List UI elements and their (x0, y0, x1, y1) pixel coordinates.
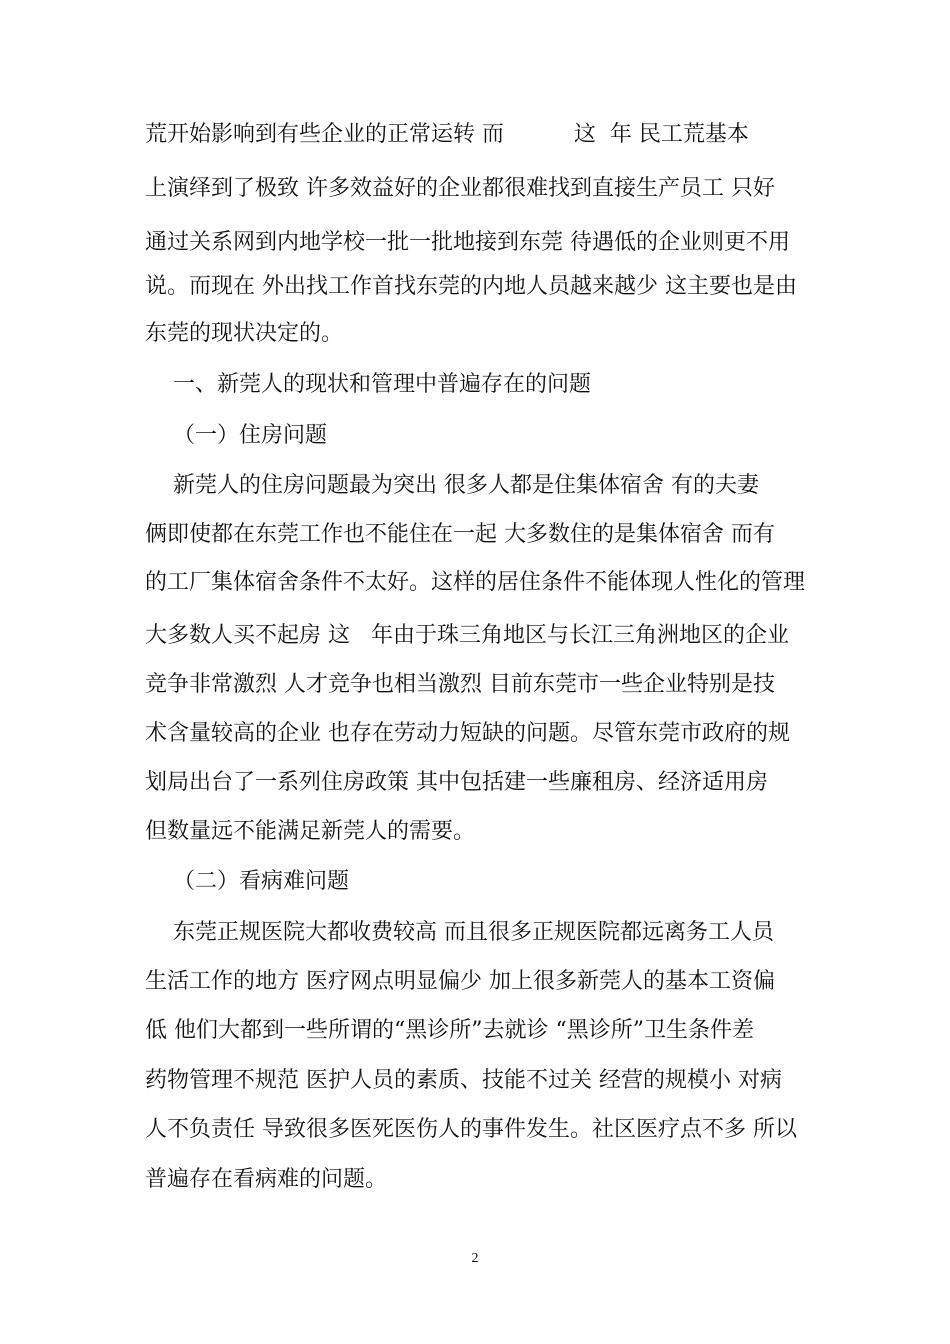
text-line: 东莞的现状决定的。 (145, 321, 344, 346)
page-number: 2 (471, 1251, 479, 1266)
text-line: 药物管理不规范 医护人员的素质、技能不过关 经营的规模小 对病 (145, 1068, 782, 1093)
text-line: 通过关系网到内地学校一批一批地接到东莞 待遇低的企业则更不用 (145, 230, 790, 255)
text-line: 人不负责任 导致很多医死医伤人的事件发生。社区医疗点不多 所以 (145, 1117, 797, 1142)
subsection-heading: （二）看病难问题 (145, 869, 349, 894)
text-line: 低 他们大都到一些所谓的“黑诊所”去就诊 “黑诊所”卫生条件差 (145, 1018, 754, 1043)
text-line: 普遍存在看病难的问题。 (145, 1167, 388, 1192)
text-line: 的工厂集体宿舍条件不太好。这样的居住条件不能体现人性化的管理 (145, 570, 806, 595)
text-line: 东莞正规医院大都收费较高 而且很多正规医院都远离务工人员 (145, 920, 774, 945)
text-line: 俩即使都在东莞工作也不能住在一起 大多数住的是集体宿舍 而有 (145, 522, 775, 547)
text-line: 新莞人的住房问题最为突出 很多人都是住集体宿舍 有的夫妻 (145, 473, 759, 498)
subsection-heading: （一）住房问题 (145, 423, 327, 448)
text-line: 但数量远不能满足新莞人的需要。 (145, 819, 476, 844)
text-line: 划局出台了一系列住房政策 其中包括建一些廉租房、经济适用房 (145, 770, 768, 795)
text-line: 术含量较高的企业 也存在劳动力短缺的问题。尽管东莞市政府的规 (145, 721, 790, 746)
section-heading: 一、新莞人的现状和管理中普遍存在的问题 (145, 372, 591, 397)
text-line: 说。而现在 外出找工作首找东莞的内地人员越来越少 这主要也是由 (145, 274, 797, 299)
text-line: 生活工作的地方 医疗网点明显偏少 加上很多新莞人的基本工资偏 (145, 969, 775, 994)
text-line: 上演绎到了极致 许多效益好的企业都很难找到直接生产员工 只好 (145, 176, 775, 201)
text-line: 荒开始影响到有些企业的正常运转 而 这 年 民工荒基本 (145, 122, 749, 147)
text-line: 大多数人买不起房 这 年由于珠三角地区与长江三角洲地区的企业 (145, 623, 789, 648)
text-line: 竞争非常激烈 人才竞争也相当激烈 目前东莞市一些企业特别是技 (145, 672, 775, 697)
